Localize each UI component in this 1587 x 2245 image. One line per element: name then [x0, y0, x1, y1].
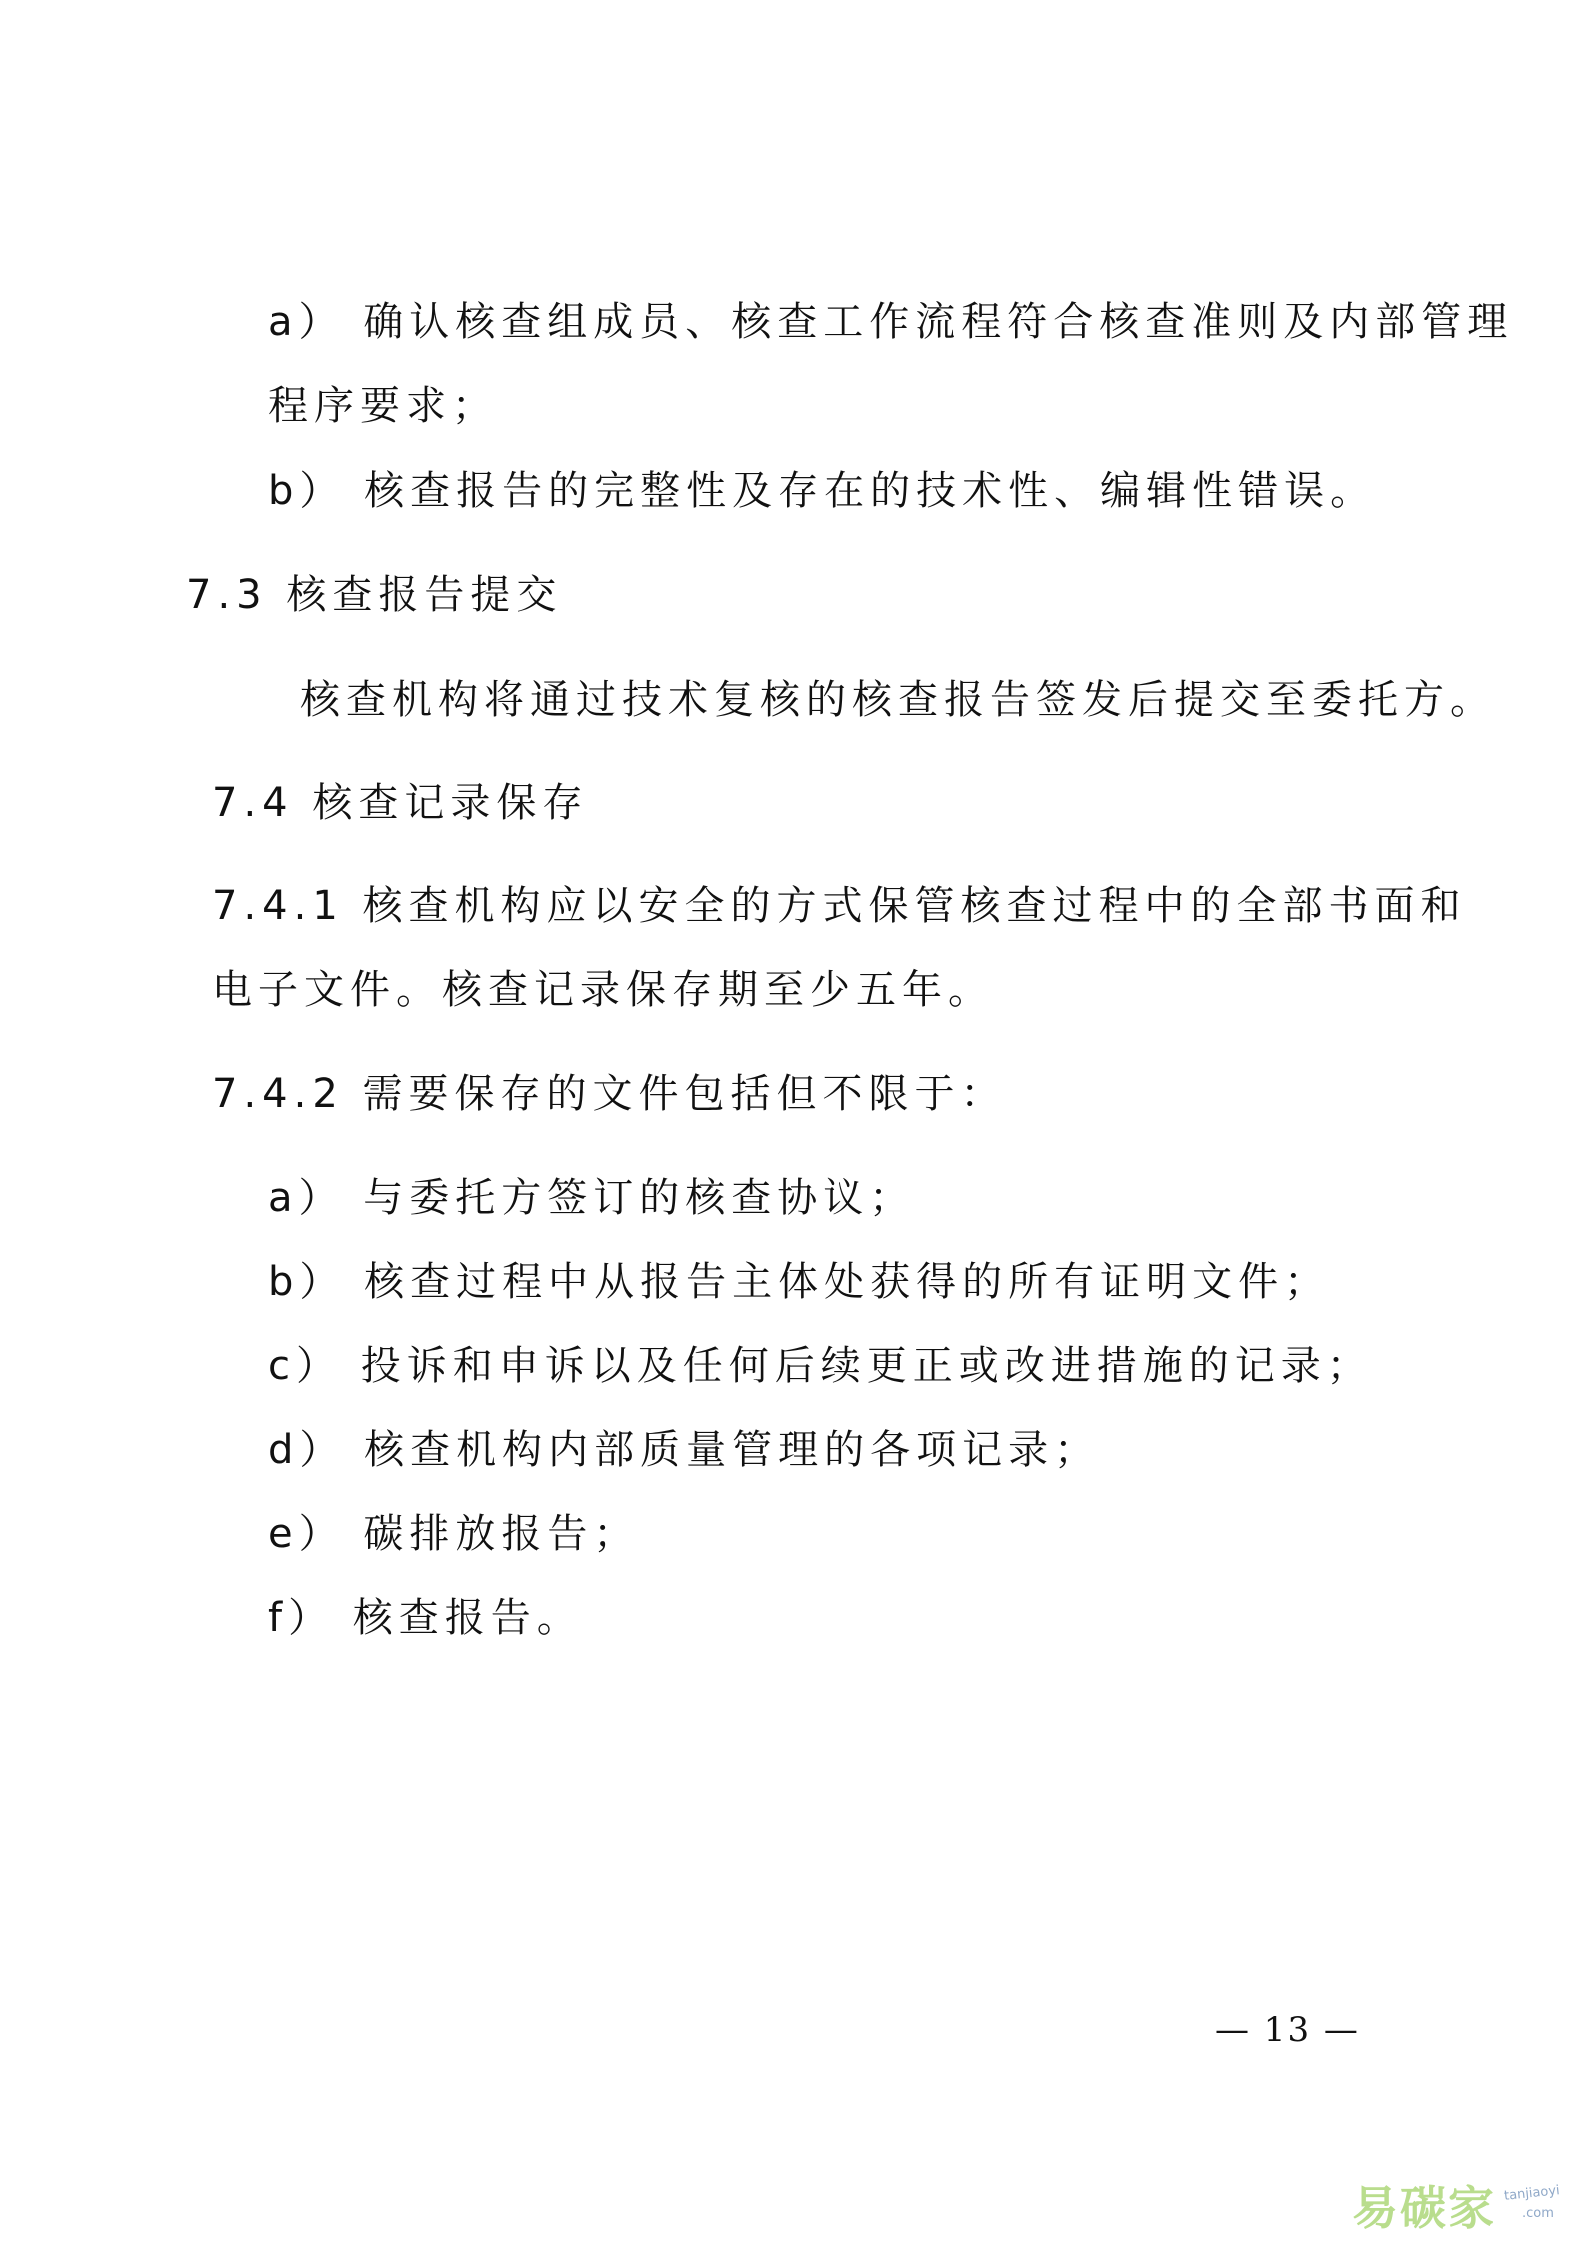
watermark-logo: [1352, 2168, 1577, 2238]
list-item-d: d） 核查机构内部质量管理的各项记录；: [268, 1427, 1101, 1473]
section-heading-7-4: 7.4 核查记录保存: [212, 780, 589, 826]
list-item-b: b） 核查报告的完整性及存在的技术性、编辑性错误。: [268, 468, 1377, 514]
watermark-site-text: tanjiaoyi: [1503, 2183, 1561, 2204]
list-item-f: f） 核查报告。: [268, 1595, 583, 1641]
list-item-a-line2: 程序要求；: [268, 383, 498, 429]
watermark-logo-text: 易碳家: [1352, 2181, 1496, 2235]
watermark-com-text: .com: [1522, 2206, 1554, 2221]
list-item-c: c） 投诉和申诉以及任何后续更正或改进措施的记录；: [268, 1343, 1373, 1389]
list-item-e: e） 碳排放报告；: [268, 1511, 640, 1557]
section-heading-7-3: 7.3 核查报告提交: [186, 572, 563, 618]
page-number: — 13 —: [1215, 2010, 1360, 2050]
clause-7-4-2: 7.4.2 需要保存的文件包括但不限于：: [212, 1071, 1007, 1117]
list-item-a: a） 与委托方签订的核查协议；: [268, 1175, 916, 1221]
clause-7-4-1-line2: 电子文件。核查记录保存期至少五年。: [212, 967, 994, 1013]
clause-7-4-1-line1: 7.4.1 核查机构应以安全的方式保管核查过程中的全部书面和: [212, 883, 1467, 929]
section-7-3-paragraph: 核查机构将通过技术复核的核查报告签发后提交至委托方。: [300, 677, 1496, 723]
list-item-a-line1: a） 确认核查组成员、核查工作流程符合核查准则及内部管理: [268, 299, 1514, 345]
list-item-b-evidence: b） 核查过程中从报告主体处获得的所有证明文件；: [268, 1259, 1331, 1305]
